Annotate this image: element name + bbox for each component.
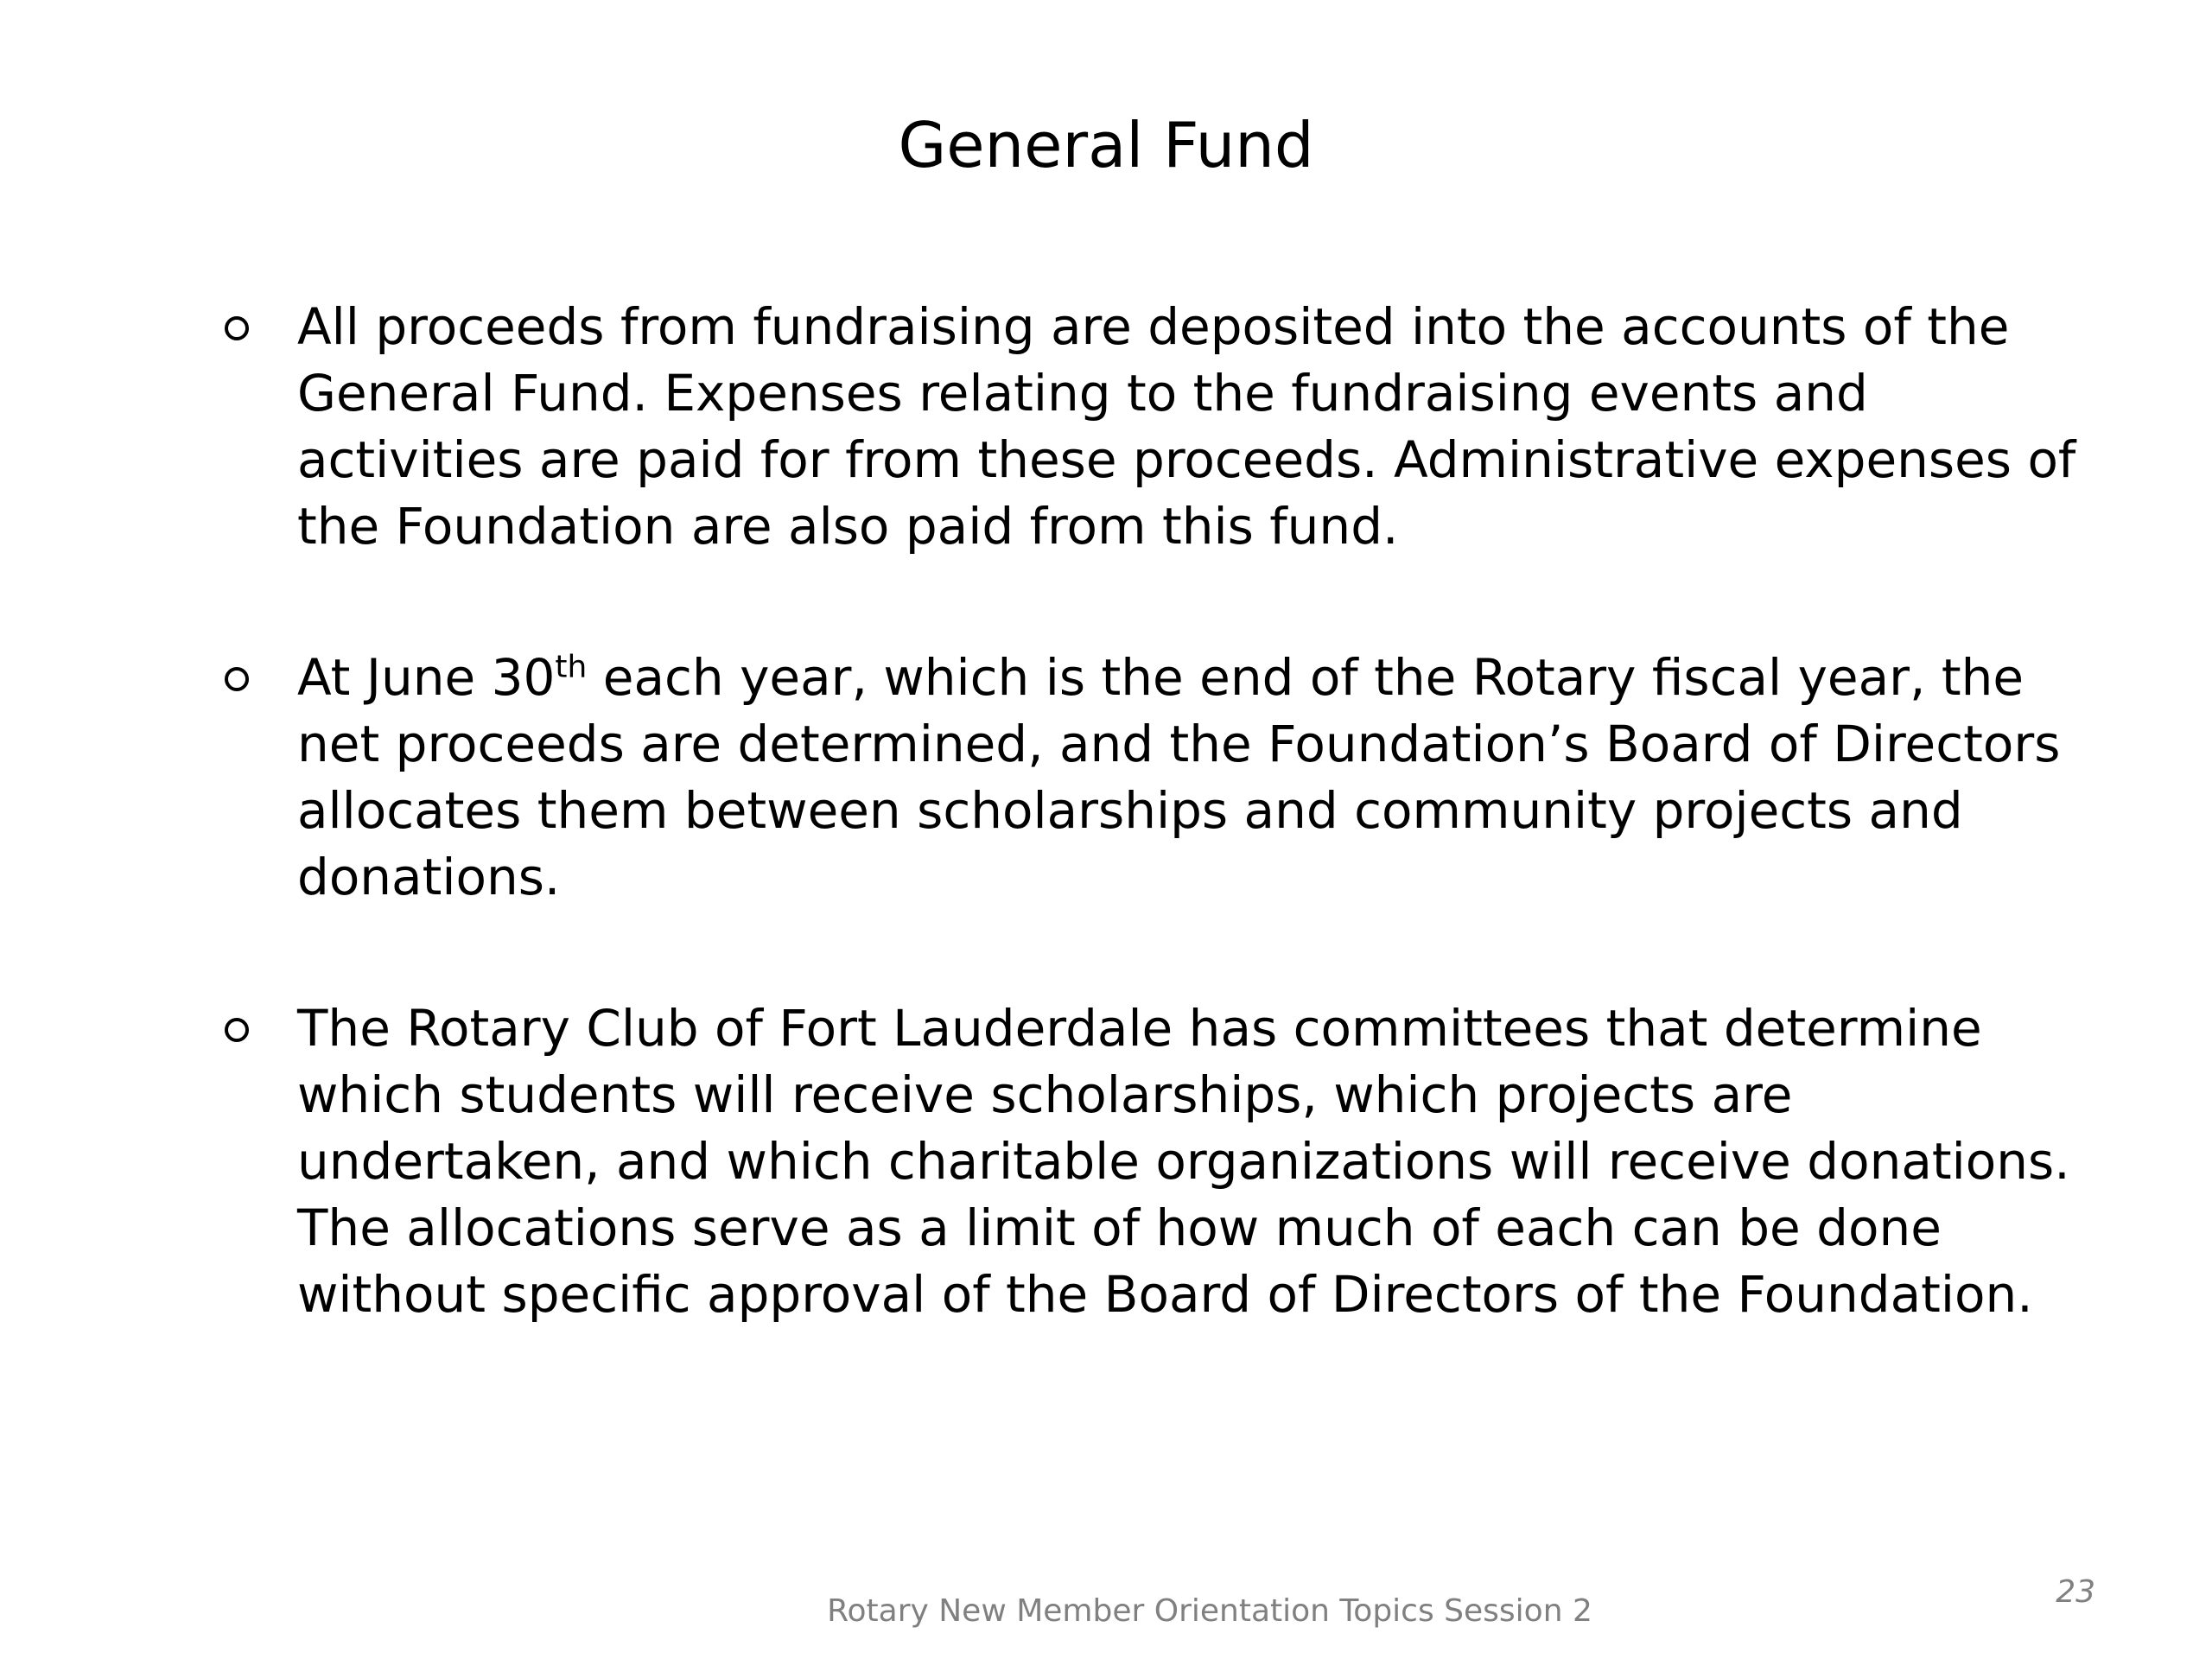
bullet-text-3: The Rotary Club of Fort Lauderdale has committees that determine which students will receive scholarships, which projects are undertaken, and which charitable organizations will receive donations. The allocations serve as a limit of how much of each can be done without specific approval of the Board of Directors of the Foundation. <box>297 999 2070 1324</box>
ordinal-superscript: th <box>555 649 588 685</box>
bullet-text-2 <box>297 645 2091 911</box>
hollow-circle-bullet-icon <box>225 1018 249 1042</box>
slide-title: General Fund <box>898 109 1314 181</box>
bullet-text-2-start: At June 30 <box>297 648 556 707</box>
bullet-item-2 <box>225 645 2091 911</box>
bullet-list <box>225 294 2091 1413</box>
hollow-circle-bullet-icon <box>225 667 249 691</box>
bullet-item-3 <box>225 995 2091 1328</box>
hollow-circle-bullet-icon <box>225 316 249 340</box>
bullet-text-1: All proceeds from fundraising are deposited into the accounts of the General Fund. Expenses relating to the fundraising events and activities are paid for from these proceeds. Administrative expenses of the Foundation are also paid from this fund. <box>297 297 2076 556</box>
page-number: 23 <box>2056 1574 2095 1610</box>
slide-footer: Rotary New Member Orientation Topics Session 2 <box>827 1593 1592 1629</box>
bullet-item-1 <box>225 294 2091 560</box>
bullet-text-2-end: each year, which is the end of the Rotary fiscal year, the net proceeds are determined, and the Foundation’s Board of Directors allocates them between scholarships and community projects and donations. <box>297 648 2061 906</box>
